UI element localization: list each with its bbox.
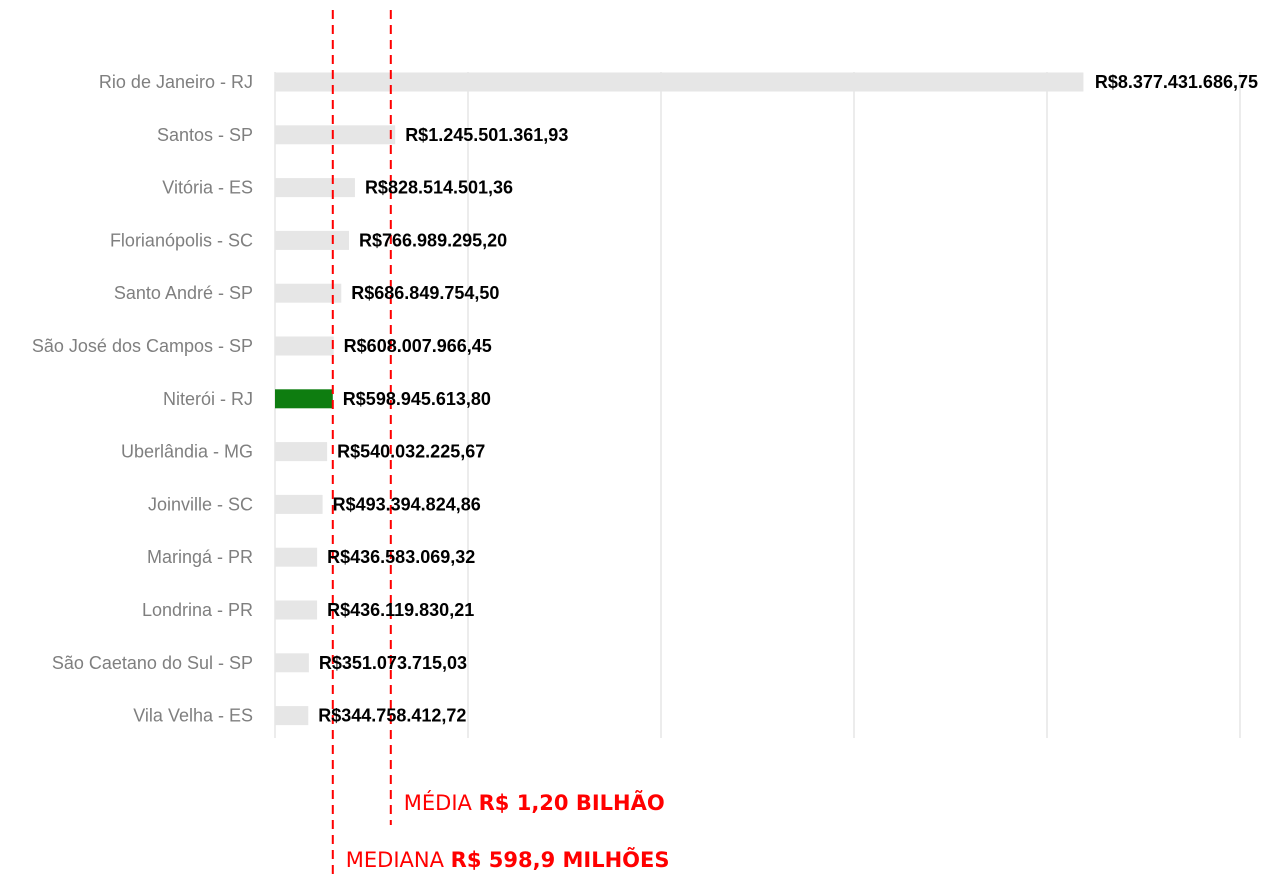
category-label-0: Rio de Janeiro - RJ	[98, 72, 253, 92]
value-label-12: R$344.758.412,72	[318, 705, 467, 726]
category-label-1: Santos - SP	[156, 124, 253, 145]
bar-2	[275, 178, 355, 197]
value-label-2: R$828.514.501,36	[364, 177, 514, 198]
category-label-10: Londrina - PR	[141, 600, 253, 620]
category-label-6: Niterói - RJ	[162, 388, 253, 409]
bar-8	[275, 495, 323, 514]
category-label-3: Florianópolis - SC	[109, 230, 253, 251]
category-label-12: Vila Velha - ES	[133, 705, 253, 726]
bar-6	[275, 389, 333, 408]
bar-5	[275, 337, 334, 356]
value-label-10: R$436.119.830,21	[327, 600, 475, 620]
bar-11	[275, 653, 309, 672]
value-label-1: R$1.245.501.361,93	[405, 124, 569, 145]
mean-annotation-value: R$ 1,20 BILHÃO	[478, 791, 665, 815]
category-label-5: São José dos Campos - SP	[31, 336, 253, 356]
value-label-3: R$766.989.295,20	[359, 230, 508, 251]
value-label-5: R$608.007.966,45	[343, 336, 492, 356]
value-label-9: R$436.583.069,32	[327, 547, 476, 568]
value-label-6: R$598.945.613,80	[342, 388, 491, 409]
category-label-8: Joinville - SC	[147, 494, 253, 515]
bar-12	[275, 706, 308, 725]
value-label-7: R$540.032.225,67	[337, 441, 486, 462]
category-label-9: Maringá - PR	[146, 547, 253, 568]
category-label-11: São Caetano do Sul - SP	[51, 652, 253, 673]
value-label-11: R$351.073.715,03	[318, 652, 468, 673]
bar-7	[275, 442, 327, 461]
median-annotation-value: R$ 598,9 MILHÕES	[450, 848, 670, 872]
bar-0	[275, 73, 1083, 92]
category-label-4: Santo André - SP	[113, 283, 253, 304]
value-label-0: R$8.377.431.686,75	[1094, 72, 1258, 92]
bar-9	[275, 548, 317, 567]
mean-annotation-prefix: MÉDIA	[403, 791, 472, 815]
category-label-7: Uberlândia - MG	[120, 441, 253, 462]
bar-4	[275, 284, 341, 303]
bar-10	[275, 601, 317, 620]
mean-annotation	[404, 790, 665, 815]
median-annotation-prefix: MEDIANA	[345, 848, 444, 872]
bar-1	[275, 125, 395, 144]
median-annotation	[346, 847, 670, 872]
bar-3	[275, 231, 349, 250]
category-label-2: Vitória - ES	[162, 177, 253, 198]
value-labels	[318, 72, 1258, 726]
value-label-4: R$686.849.754,50	[351, 283, 500, 304]
category-labels	[32, 72, 253, 726]
value-label-8: R$493.394.824,86	[332, 494, 481, 515]
